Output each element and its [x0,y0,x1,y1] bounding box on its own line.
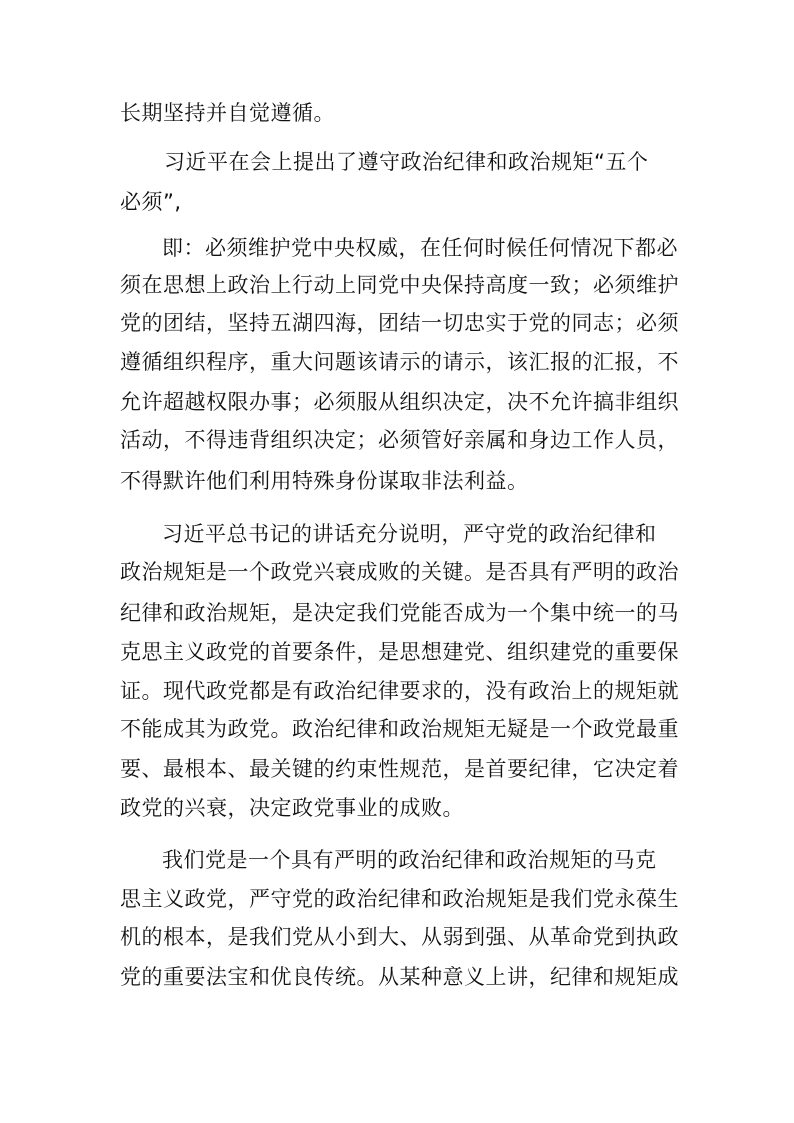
text-line: 思主义政党，严守党的政治纪律和政治规矩是我们党永葆生 [120,887,679,911]
text-line: 必须”, [120,190,182,214]
text-line: 习近平总书记的讲话充分说明，严守党的政治纪律和 [162,522,657,546]
text-line: 克思主义政党的首要条件，是思想建党、组织建党的重要保 [120,640,679,664]
text-line: 我们党是一个具有严明的政治纪律和政治规矩的马克 [162,848,657,872]
text-line: 活动，不得违背组织决定；必须管好亲属和身边工作人员， [120,428,679,452]
text-line: 证。现代政党都是有政治纪律要求的，没有政治上的规矩就 [120,679,679,703]
text-line: 党的重要法宝和优良传统。从某种意义上讲，纪律和规矩成 [120,965,679,989]
text-line: 不能成其为政党。政治纪律和政治规矩无疑是一个政党最重 [120,717,679,741]
text-line: 政党的兴衰，决定政党事业的成败。 [120,796,464,820]
text-line: 纪律和政治规矩，是决定我们党能否成为一个集中统一的马 [120,601,679,625]
text-line: 要、最根本、最关键的约束性规范，是首要纪律，它决定着 [120,757,679,781]
text-line: 长期坚持并自觉遵循。 [120,101,335,125]
text-line: 党的团结，坚持五湖四海，团结一切忠实于党的同志；必须 [120,311,679,335]
text-line: 不得默许他们利用特殊身份谋取非法利益。 [120,469,529,493]
text-line: 允许超越权限办事；必须服从组织决定，决不允许搞非组织 [120,390,679,414]
text-line: 须在思想上政治上行动上同党中央保持高度一致；必须维护 [120,273,679,297]
text-line: 习近平在会上提出了遵守政治纪律和政治规矩“五个 [164,150,649,174]
text-line: 机的根本，是我们党从小到大、从弱到强、从革命党到执政 [120,925,679,949]
text-line: 即：必须维护党中央权威，在任何时候任何情况下都必 [162,236,678,260]
text-line: 遵循组织程序，重大问题该请示的请示，该汇报的汇报，不 [120,350,679,374]
text-line: 政治规矩是一个政党兴衰成败的关键。是否具有严明的政治 [120,560,679,584]
